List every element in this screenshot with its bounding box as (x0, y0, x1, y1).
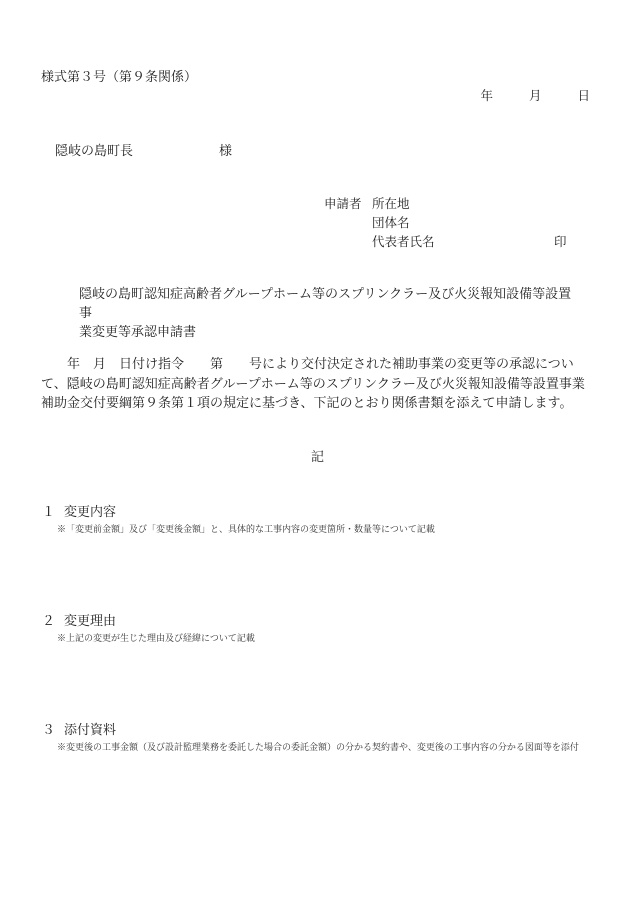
body-paragraph (41, 355, 593, 414)
addressee-name: 隠岐の島町長 (55, 144, 134, 159)
section-2-heading (42, 610, 116, 629)
seal-mark: 印 (554, 234, 567, 249)
section-1-title: 変更内容 (64, 505, 117, 520)
address-field-label: 所在地 (372, 196, 410, 211)
section-3-number: ３ (42, 723, 56, 738)
section-3-note: ※変更後の工事金額（及び設計監理業務を委託した場合の委託金額）の分かる契約書や、変更後の工事内容の分かる図面等を添付 (57, 743, 579, 753)
section-3-heading (42, 719, 116, 738)
section-2-title: 変更理由 (64, 614, 117, 629)
date-line (481, 86, 590, 104)
date-month: 月 (529, 88, 542, 103)
applicant-label: 申請者 (324, 196, 362, 211)
organization-field-label: 団体名 (372, 215, 410, 230)
date-day: 日 (577, 88, 590, 103)
form-number: 様式第３号（第９条関係） (41, 70, 198, 85)
addressee (55, 140, 232, 159)
title-line-1: 隠岐の島町認知症高齢者グループホーム等のスプリンクラー及び火災報知設備等設置事 (79, 287, 572, 321)
body-text: 年 月 日付け指令 第 号により交付決定された補助事業の変更等の承認について、隠岐の島町認知症高齢者グループホーム等のスプリンクラー及び火災報知設備等設置事業補助金交付要綱第９条第１項の規定に基づき、下記のとおり関係書類を添えて申請します。 (41, 357, 585, 411)
representative-field-label: 代表者氏名 (372, 234, 435, 249)
section-2-number: ２ (42, 614, 56, 629)
section-1-heading (42, 501, 116, 520)
date-year: 年 (480, 88, 494, 103)
section-1-number: １ (42, 505, 56, 520)
section-2-note: ※上記の変更が生じた理由及び経緯について記載 (57, 634, 255, 644)
applicant-block (324, 194, 567, 251)
document-title (79, 285, 579, 342)
ki-heading: 記 (311, 450, 325, 465)
section-1-note: ※「変更前金額」及び「変更後金額」と、具体的な工事内容の変更箇所・数量等について記載 (57, 525, 435, 535)
section-3-title: 添付資料 (64, 723, 117, 738)
addressee-honorific: 様 (219, 144, 233, 159)
title-line-2: 業変更等承認申請書 (79, 325, 197, 340)
